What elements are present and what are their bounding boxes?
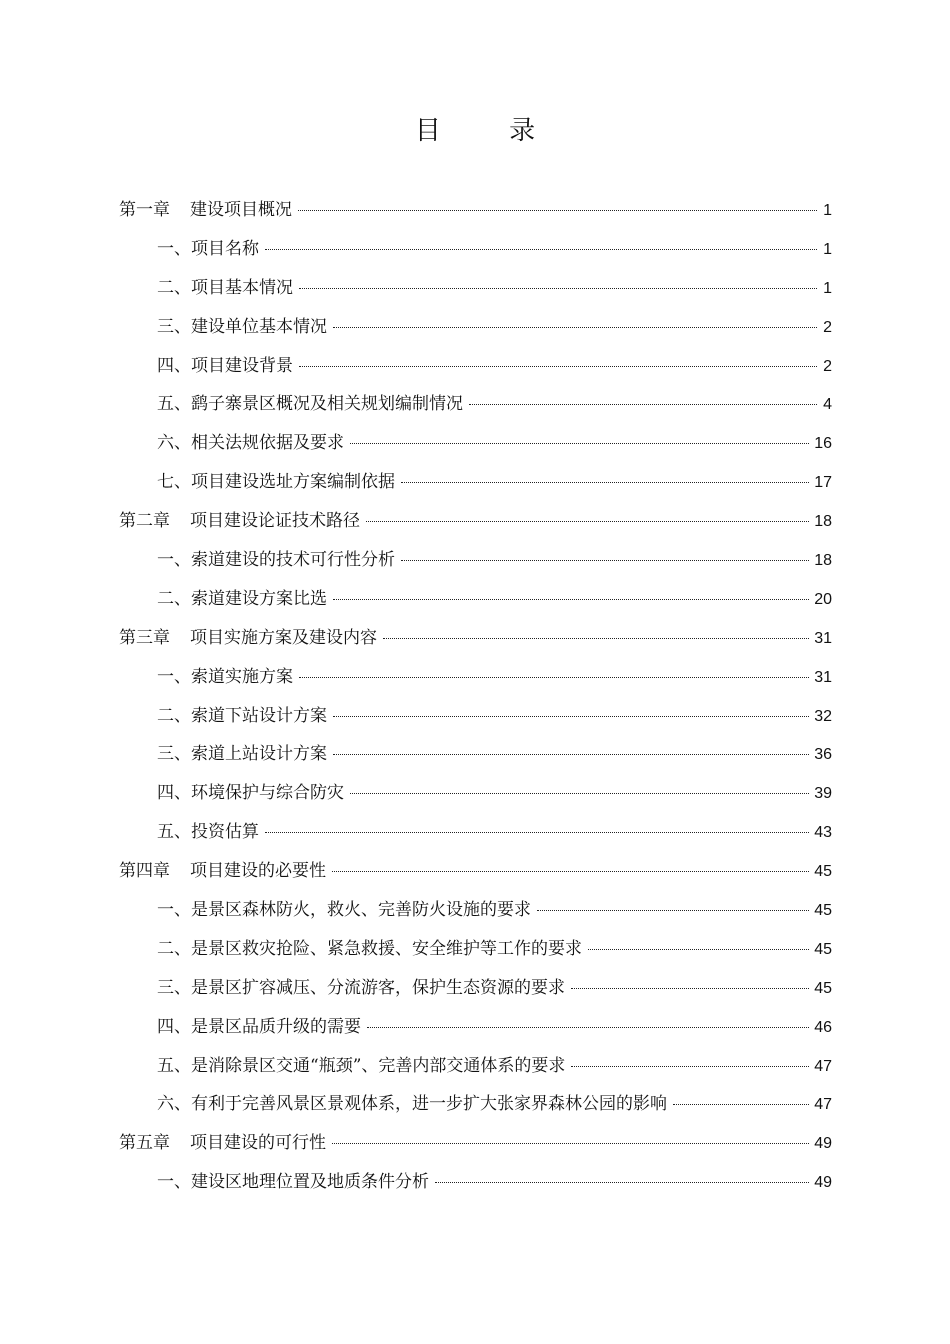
- toc-entry-text: 是消除景区交通“瓶颈”、完善内部交通体系的要求: [191, 1055, 566, 1076]
- toc-entry-number: 六、: [157, 1094, 191, 1115]
- toc-page-number: 16: [814, 435, 832, 453]
- toc-entry-number: 二、: [157, 588, 191, 609]
- toc-entry-number: 第四章: [119, 861, 170, 882]
- toc-page-number: 1: [823, 279, 832, 297]
- toc-entry-number: 二、: [157, 938, 191, 959]
- toc-page-number: 1: [823, 202, 832, 219]
- toc-dot-leader: [537, 910, 809, 911]
- toc-entry-text: 是景区森林防火，救火、完善防火设施的要求: [191, 900, 531, 921]
- toc-dot-leader: [401, 482, 809, 483]
- toc-dot-leader: [401, 560, 809, 561]
- page-title: 目 录: [414, 116, 566, 146]
- toc-entry-label: [119, 230, 259, 269]
- toc-section-entry[interactable]: [119, 347, 832, 386]
- toc-section-entry[interactable]: [119, 1163, 832, 1202]
- toc-entry-label: [119, 1008, 361, 1047]
- toc-entry-number: 四、: [157, 783, 191, 804]
- toc-page-number: 17: [814, 474, 832, 492]
- toc-entry-label: [119, 774, 344, 813]
- toc-entry-text: 项目名称: [191, 238, 259, 259]
- toc-entry-label: [119, 1047, 565, 1086]
- toc-dot-leader: [333, 599, 809, 600]
- toc-entry-text: 是景区扩容减压、分流游客，保护生态资源的要求: [191, 977, 565, 998]
- toc-entry-label: [119, 424, 344, 463]
- toc-entry-text: 环境保护与综合防灾: [191, 783, 344, 804]
- toc-dot-leader: [350, 793, 809, 794]
- toc-dot-leader: [673, 1104, 809, 1105]
- toc-section-entry[interactable]: [119, 269, 832, 308]
- toc-entry-label: [119, 969, 565, 1008]
- toc-section-entry[interactable]: [119, 308, 832, 347]
- toc-entry-text: 建设单位基本情况: [191, 316, 327, 337]
- toc-entry-label: [119, 891, 531, 930]
- toc-dot-leader: [367, 1027, 809, 1028]
- toc-entry-text: 是景区救灾抢险、紧急救援、安全维护等工作的要求: [191, 938, 582, 959]
- toc-entry-text: 鹞子寨景区概况及相关规划编制情况: [191, 394, 463, 415]
- toc-chapter-entry[interactable]: [119, 502, 832, 541]
- toc-dot-leader: [571, 1066, 809, 1067]
- toc-entry-text: 项目基本情况: [191, 277, 293, 298]
- toc-page-number: 49: [814, 1174, 832, 1192]
- toc-entry-number: 第一章: [119, 200, 170, 220]
- toc-page-number: 31: [814, 629, 832, 647]
- toc-page-number: 2: [823, 357, 832, 375]
- toc-entry-text: 投资估算: [191, 822, 259, 843]
- toc-entry-number: 第五章: [119, 1133, 170, 1154]
- toc-dot-leader: [333, 327, 817, 328]
- toc-page-number: 1: [823, 240, 832, 258]
- toc-dot-leader: [350, 443, 809, 444]
- toc-page-number: 36: [814, 746, 832, 764]
- toc-page-number: 49: [814, 1135, 832, 1153]
- toc-entry-number: 一、: [157, 1172, 191, 1193]
- toc-entry-label: [119, 308, 327, 347]
- toc-section-entry[interactable]: [119, 774, 832, 813]
- toc-page-number: 43: [814, 824, 832, 842]
- toc-section-entry[interactable]: [119, 424, 832, 463]
- toc-entry-label: [119, 580, 327, 619]
- toc-entry-label: [119, 1163, 429, 1202]
- toc-dot-leader: [469, 404, 817, 405]
- toc-entry-text: 是景区品质升级的需要: [191, 1016, 361, 1037]
- toc-section-entry[interactable]: [119, 230, 832, 269]
- toc-entry-text: 建设区地理位置及地质条件分析: [191, 1172, 429, 1193]
- toc-entry-number: 二、: [157, 705, 191, 726]
- toc-dot-leader: [366, 521, 809, 522]
- toc-entry-label: [119, 385, 463, 424]
- toc-dot-leader: [299, 677, 809, 678]
- toc-page-number: 18: [814, 552, 832, 570]
- toc-entry-number: 四、: [157, 355, 191, 376]
- toc-entry-label: [119, 269, 293, 308]
- toc-dot-leader: [435, 1182, 809, 1183]
- toc-section-entry[interactable]: [119, 541, 832, 580]
- toc-chapter-entry[interactable]: [119, 191, 832, 230]
- toc-entry-label: [119, 930, 582, 969]
- toc-entry-label: [119, 541, 395, 580]
- toc-page-number: 47: [814, 1057, 832, 1075]
- toc-entry-text: 建设项目概况: [190, 200, 292, 220]
- toc-section-entry[interactable]: [119, 735, 832, 774]
- toc-page-number: 2: [823, 318, 832, 336]
- toc-dot-leader: [332, 871, 809, 872]
- toc-section-entry[interactable]: [119, 1047, 832, 1086]
- toc-entry-label: [119, 658, 293, 697]
- toc-dot-leader: [299, 366, 817, 367]
- toc-section-entry[interactable]: [119, 580, 832, 619]
- toc-entry-number: 二、: [157, 277, 191, 298]
- toc-entry-label: [119, 813, 259, 852]
- toc-page-number: 45: [814, 979, 832, 997]
- toc-entry-label: [119, 191, 292, 230]
- toc-entry-label: [119, 1085, 667, 1124]
- toc-dot-leader: [333, 754, 809, 755]
- toc-chapter-entry[interactable]: [119, 1124, 832, 1163]
- toc-entry-text: 有利于完善风景区景观体系，进一步扩大张家界森林公园的影响: [191, 1094, 667, 1115]
- toc-dot-leader: [299, 288, 817, 289]
- toc-entry-label: [119, 1124, 326, 1163]
- toc-chapter-entry[interactable]: [119, 852, 832, 891]
- toc-entry-number: 三、: [157, 316, 191, 337]
- toc-dot-leader: [333, 716, 809, 717]
- toc-entry-number: 一、: [157, 900, 191, 921]
- toc-section-entry[interactable]: [119, 463, 832, 502]
- toc-chapter-entry[interactable]: [119, 619, 832, 658]
- toc-page-number: 39: [814, 785, 832, 803]
- toc-page-number: 18: [814, 513, 832, 531]
- table-of-contents: [119, 191, 832, 1202]
- toc-entry-text: 项目建设论证技术路径: [190, 511, 360, 532]
- toc-entry-number: 五、: [157, 394, 191, 415]
- toc-dot-leader: [332, 1143, 809, 1144]
- toc-dot-leader: [383, 638, 809, 639]
- toc-section-entry[interactable]: [119, 1008, 832, 1047]
- toc-dot-leader: [265, 249, 817, 250]
- toc-entry-number: 七、: [157, 472, 191, 493]
- toc-page-number: 32: [814, 707, 832, 725]
- toc-entry-text: 项目实施方案及建设内容: [190, 627, 377, 648]
- toc-entry-text: 索道建设方案比选: [191, 588, 327, 609]
- toc-section-entry[interactable]: [119, 969, 832, 1008]
- toc-entry-label: [119, 619, 377, 658]
- toc-entry-number: 五、: [157, 1055, 191, 1076]
- toc-entry-number: 第三章: [119, 627, 170, 648]
- toc-entry-number: 五、: [157, 822, 191, 843]
- toc-section-entry[interactable]: [119, 385, 832, 424]
- toc-section-entry[interactable]: [119, 697, 832, 736]
- toc-entry-label: [119, 502, 360, 541]
- toc-entry-label: [119, 697, 327, 736]
- toc-entry-number: 四、: [157, 1016, 191, 1037]
- toc-page-number: 46: [814, 1018, 832, 1036]
- toc-page-number: 20: [814, 590, 832, 608]
- toc-page-number: 31: [814, 668, 832, 686]
- toc-entry-label: [119, 852, 326, 891]
- toc-entry-label: [119, 735, 327, 774]
- toc-entry-number: 第二章: [119, 511, 170, 532]
- toc-dot-leader: [265, 832, 809, 833]
- toc-section-entry[interactable]: [119, 930, 832, 969]
- toc-entry-number: 一、: [157, 550, 191, 571]
- toc-entry-number: 一、: [157, 238, 191, 259]
- toc-dot-leader: [298, 210, 817, 211]
- toc-page-number: 4: [823, 396, 832, 414]
- toc-section-entry[interactable]: [119, 813, 832, 852]
- toc-entry-text: 项目建设的必要性: [190, 861, 326, 882]
- toc-section-entry[interactable]: [119, 891, 832, 930]
- toc-dot-leader: [571, 988, 809, 989]
- toc-entry-number: 一、: [157, 666, 191, 687]
- toc-entry-text: 索道上站设计方案: [191, 744, 327, 765]
- toc-section-entry[interactable]: [119, 1085, 832, 1124]
- toc-entry-label: [119, 347, 293, 386]
- toc-entry-text: 项目建设背景: [191, 355, 293, 376]
- toc-entry-number: 三、: [157, 744, 191, 765]
- toc-entry-text: 索道建设的技术可行性分析: [191, 550, 395, 571]
- toc-entry-text: 项目建设选址方案编制依据: [191, 472, 395, 493]
- toc-section-entry[interactable]: [119, 658, 832, 697]
- toc-entry-text: 索道下站设计方案: [191, 705, 327, 726]
- toc-entry-text: 相关法规依据及要求: [191, 433, 344, 454]
- toc-entry-text: 项目建设的可行性: [190, 1133, 326, 1154]
- toc-entry-text: 索道实施方案: [191, 666, 293, 687]
- toc-entry-number: 三、: [157, 977, 191, 998]
- toc-page-number: 45: [814, 940, 832, 958]
- toc-page-number: 45: [814, 863, 832, 881]
- toc-entry-number: 六、: [157, 433, 191, 454]
- toc-dot-leader: [588, 949, 809, 950]
- toc-entry-label: [119, 463, 395, 502]
- toc-page-number: 47: [814, 1096, 832, 1114]
- toc-page-number: 45: [814, 902, 832, 920]
